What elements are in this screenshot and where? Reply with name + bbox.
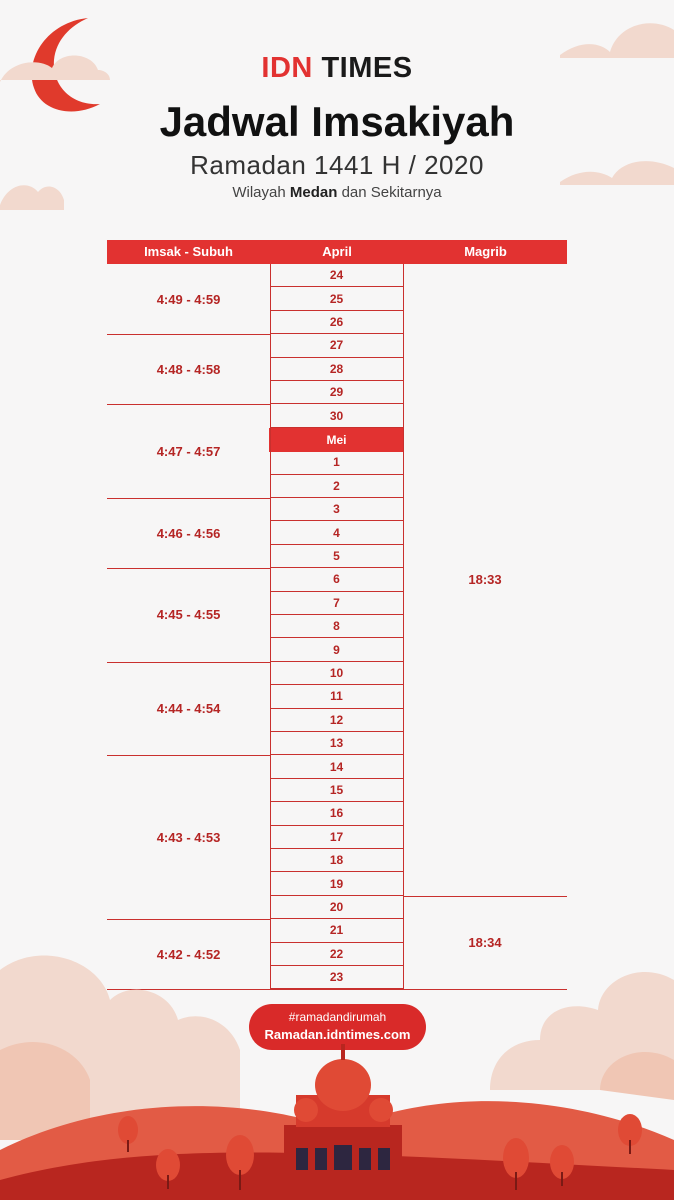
header-month: April — [322, 244, 352, 259]
day-cell: 19 — [270, 872, 403, 895]
day-cell: 20 — [270, 896, 403, 919]
day-cell: 25 — [270, 287, 403, 310]
day-cell: 13 — [270, 732, 403, 755]
day-cell: 21 — [270, 919, 403, 942]
mosque-icon — [284, 1044, 402, 1170]
header-imsak: Imsak - Subuh — [144, 244, 233, 259]
region-suffix: dan Sekitarnya — [341, 184, 442, 201]
day-cell: 4 — [270, 521, 403, 544]
imsak-time-cell: 4:45 - 4:55 — [156, 607, 221, 623]
brand-times: TIMES — [321, 52, 413, 84]
day-cell: 3 — [270, 498, 403, 521]
region-prefix: Wilayah — [232, 184, 286, 201]
imsak-time-cell: 4:46 - 4:56 — [156, 525, 221, 541]
magrib-time-cell: 18:33 — [468, 572, 502, 588]
imsak-time-cell: 4:42 - 4:52 — [156, 946, 221, 962]
day-cell: 22 — [270, 943, 403, 966]
day-cell: 14 — [270, 755, 403, 778]
day-cell: 26 — [270, 311, 403, 334]
header-magrib: Magrib — [464, 244, 507, 259]
day-cell: 10 — [270, 662, 403, 685]
page-title: Jadwal Imsakiyah — [159, 98, 515, 145]
day-cell: 27 — [270, 334, 403, 357]
region-line — [0, 184, 674, 201]
day-cell: 2 — [270, 475, 403, 498]
imsak-time-cell: 4:49 - 4:59 — [156, 291, 221, 307]
imsak-time-cell: 4:44 - 4:54 — [156, 701, 221, 717]
brand-idn: IDN — [261, 52, 313, 84]
imsak-time-cell: 4:48 - 4:58 — [156, 361, 221, 377]
day-cell: 29 — [270, 381, 403, 404]
day-cell: 6 — [270, 568, 403, 591]
site-text: Ramadan.idntimes.com — [264, 1027, 411, 1042]
day-cell: 28 — [270, 358, 403, 381]
day-cell: 18 — [270, 849, 403, 872]
day-cell: 8 — [270, 615, 403, 638]
page-subtitle: Ramadan 1441 H / 2020 — [190, 150, 484, 180]
imsak-time-cell: 4:43 - 4:53 — [156, 829, 221, 845]
imsak-time-cell: 4:47 - 4:57 — [156, 443, 221, 459]
region-city: Medan — [289, 184, 338, 201]
day-cell: 17 — [270, 826, 403, 849]
day-cell: 12 — [270, 709, 403, 732]
day-cell: 5 — [270, 545, 403, 568]
day-cell: 24 — [270, 264, 403, 287]
hashtag-text: #ramadandirumah — [288, 1010, 387, 1024]
day-cell: 23 — [270, 966, 403, 989]
day-cell: 30 — [270, 404, 403, 427]
day-cell: 1 — [270, 451, 403, 474]
brand-logo — [0, 52, 674, 85]
day-cell: 16 — [270, 802, 403, 825]
magrib-time-cell: 18:34 — [468, 935, 502, 951]
day-cell: 7 — [270, 592, 403, 615]
table-header — [107, 240, 567, 264]
day-cell: 11 — [270, 685, 403, 708]
day-cell: 9 — [270, 638, 403, 661]
landscape-decoration — [0, 940, 674, 1200]
column-divider — [270, 264, 271, 989]
month-label-mei: Mei — [269, 428, 404, 452]
day-cell: 15 — [270, 779, 403, 802]
